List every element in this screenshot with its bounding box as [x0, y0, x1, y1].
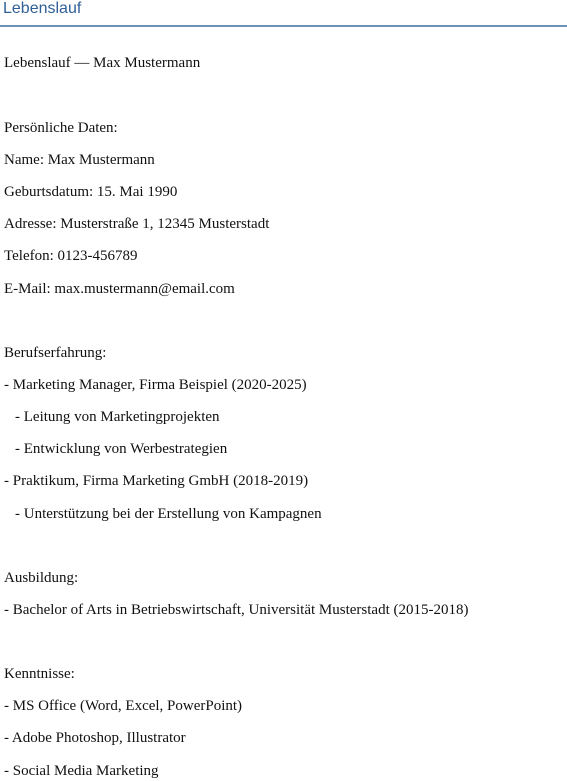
- experience-subitem: - Leitung von Marketingprojekten: [15, 409, 220, 425]
- personal-section-title: Persönliche Daten:: [4, 120, 118, 136]
- education-item: - Bachelor of Arts in Betriebswirtschaft, Universität Musterstadt (2015-2018): [4, 602, 469, 618]
- personal-birthdate: Geburtsdatum: 15. Mai 1990: [4, 184, 178, 200]
- personal-email: E-Mail: max.mustermann@email.com: [4, 281, 235, 297]
- experience-item: - Praktikum, Firma Marketing GmbH (2018-2019): [4, 473, 309, 489]
- education-section-title: Ausbildung:: [4, 570, 79, 586]
- personal-phone: Telefon: 0123-456789: [4, 248, 138, 264]
- document-header: [0, 0, 567, 27]
- document-heading: Lebenslauf — Max Mustermann: [4, 55, 201, 71]
- skills-item: - MS Office (Word, Excel, PowerPoint): [4, 698, 243, 714]
- header-title: Lebenslauf: [3, 0, 82, 17]
- experience-subitem: - Unterstützung bei der Erstellung von Kampagnen: [15, 506, 322, 522]
- skills-item: - Social Media Marketing: [4, 763, 159, 779]
- skills-section-title: Kenntnisse:: [4, 666, 75, 682]
- skills-item: - Adobe Photoshop, Illustrator: [4, 730, 186, 746]
- experience-section-title: Berufserfahrung:: [4, 345, 107, 361]
- experience-subitem: - Entwicklung von Werbestrategien: [15, 441, 228, 457]
- personal-address: Adresse: Musterstraße 1, 12345 Musterstadt: [4, 216, 270, 232]
- personal-name: Name: Max Mustermann: [4, 152, 155, 168]
- experience-item: - Marketing Manager, Firma Beispiel (2020-2025): [4, 377, 307, 393]
